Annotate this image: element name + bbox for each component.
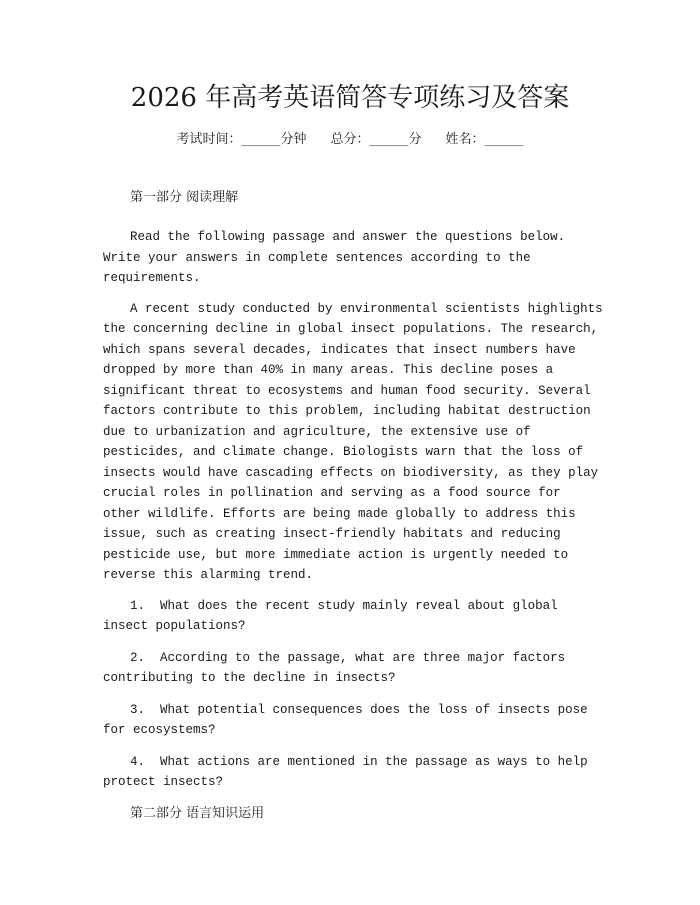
question-item: [103, 752, 603, 793]
reading-passage: A recent study conducted by environmental scientists highlights the concerning decline in global insect populations. The research, which spans several decades, indicates that insect numbers have dropped by more than 40% in many areas. This decline poses a significant threat to ecosystems and human food security. Several factors contribute to this problem, including habitat destruction due to urbanization and agriculture, the extensive use of pesticides, and climate change. Biologists warn that the loss of insects would have cascading effects on biodiversity, as they play crucial roles in pollination and serving as a food source for other wildlife. Efforts are being made globally to address this issue, such as creating insect-friendly habitats and reducing pesticide use, but more immediate action is urgently needed to reverse this alarming trend.: [103, 301, 603, 582]
exam-info-line: [0, 130, 700, 150]
question-text: What does the recent study mainly reveal about global insect populations?: [103, 598, 558, 633]
question-item: [103, 700, 603, 741]
question-number: 4.: [130, 754, 146, 769]
total-score-field: 总分：______分: [330, 132, 422, 147]
question-number: 3.: [130, 702, 146, 717]
instructions-paragraph: Read the following passage and answer the questions below. Write your answers in complete sentences according to the requirements.: [103, 230, 566, 285]
student-name-field: 姓名：______: [445, 132, 524, 147]
question-number: 2.: [130, 650, 146, 665]
question-text: What potential consequences does the loss of insects pose for ecosystems?: [103, 702, 588, 737]
exam-time-field: 考试时间：______分钟: [176, 132, 307, 147]
document-body: [103, 188, 603, 843]
question-list: [103, 596, 603, 793]
section-heading-language: 第二部分 语言知识运用: [130, 805, 265, 821]
section-heading-reading: 第一部分 阅读理解: [130, 190, 239, 205]
question-item: [103, 596, 603, 637]
question-text: What actions are mentioned in the passage as ways to help protect insects?: [103, 754, 588, 789]
question-number: 1.: [130, 598, 146, 613]
document-title: 2026 年高考英语简答专项练习及答案: [130, 83, 570, 113]
question-text: According to the passage, what are three major factors contributing to the decline in insects?: [103, 650, 566, 685]
question-item: [103, 648, 603, 689]
